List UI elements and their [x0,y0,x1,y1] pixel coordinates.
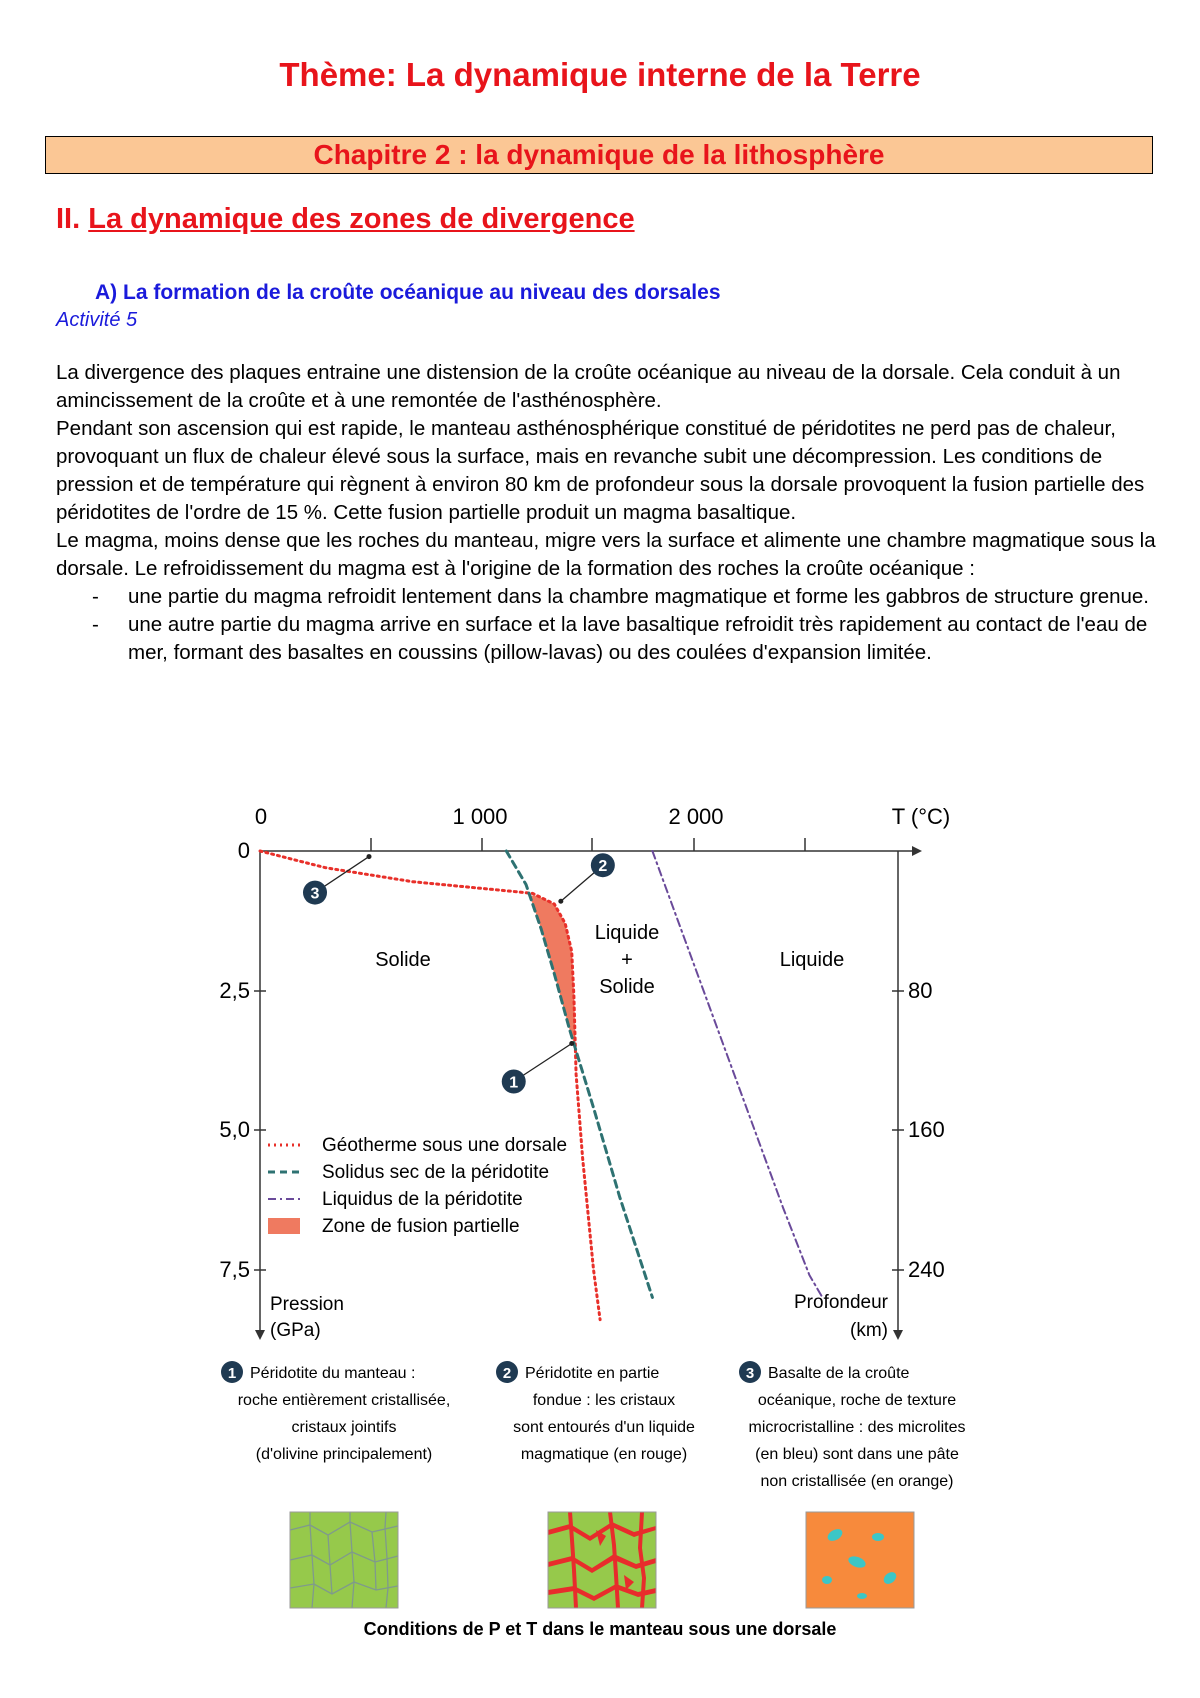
legend-label: Solidus sec de la péridotite [322,1162,550,1183]
y-tick-label: 0 [237,838,250,863]
bullet-dash: - [92,585,99,608]
sample-badge-label: 3 [745,1365,755,1382]
region-melt-label: + [621,949,633,971]
y-right-tick-label: 80 [908,978,933,1003]
paragraph: La divergence des plaques entraine une distension de la croûte océanique au niveau de la dorsale. Cela conduit à un amincissement de la croûte et à une remontée de l'asthénosphère. [56,361,1121,412]
x-ticks [371,838,805,851]
paragraph: Pendant son ascension qui est rapide, le manteau asthénosphérique constitué de péridotites ne perd pas de chaleur, provoquant un flux de chaleur élevé sous la surface, mais en revanche subit une décompression. Les conditions de pression et de température qui règnent à environ 80 km de profondeur sous la dorsale provoquent la fusion partielle des péridotites de l'ordre de 15 %. Cette fusion partielle produit un magma basaltique. [56,417,1145,524]
section-number: II. [56,203,81,235]
legend-swatch-zone [268,1218,300,1234]
marker-point [367,854,372,859]
section-title: La dynamique des zones de divergence [88,203,635,235]
sample-3-text: océanique, roche de texture [757,1392,957,1409]
figure-caption: Conditions de P et T dans le manteau sous une dorsale [363,1619,837,1639]
sample-3-text: (en bleu) sont dans une pâte [755,1446,959,1463]
y-right-tick-label: 160 [908,1117,945,1142]
sample-1-text: cristaux jointifs [291,1419,397,1436]
marker-label: 1 [509,1074,519,1092]
sample-3-text: Basalte de la croûte [768,1365,910,1382]
x-tick-label: 1 000 [452,804,508,829]
y-axis-label: Pression [270,1294,344,1315]
legend-label: Géotherme sous une dorsale [322,1135,568,1156]
sample-thumbnail-peridotite [290,1512,398,1608]
sample-badge-label: 1 [227,1365,237,1382]
list-item-text: une partie du magma refroidit lentement dans la chambre magmatique et forme les gabbros de structure grenue. [128,585,1149,608]
subsection-heading: A) La formation de la croûte océanique au niveau des dorsales [95,281,721,304]
paragraph: Le magma, moins dense que les roches du manteau, migre vers la surface et alimente une chambre magmatique sous la dorsale. Le refroidissement du magma est à l'origine de la formation des roches la croûte océanique : [56,529,1156,580]
sample-3-text: microcristalline : des microlites [748,1419,966,1436]
x-tick-label: 2 000 [668,804,724,829]
series-line-3 [652,851,822,1297]
region-melt-label: Liquide [594,922,660,944]
sample-3-text: non cristallisée (en orange) [760,1473,954,1490]
region-liquid-label: Liquide [779,949,845,971]
y-right-tick-label: 240 [908,1257,945,1282]
marker-point [558,899,563,904]
sample-descriptions [221,1361,965,1490]
x-tick-label: 0 [254,804,268,829]
y-right-axis-unit: (km) [850,1320,888,1341]
sample-1-text: Péridotite du manteau : [250,1365,416,1382]
sample-2-text: sont entourés d'un liquide [513,1419,695,1436]
sample-1-text: roche entièrement cristallisée, [237,1392,451,1409]
y-tick-label: 2,5 [219,978,250,1003]
region-solid-label: Solide [375,949,431,971]
sample-badge-label: 2 [502,1365,512,1382]
legend-label: Liquidus de la péridotite [322,1189,523,1210]
y-axis-unit: (GPa) [270,1320,321,1341]
bullet-dash: - [92,613,99,636]
theme-title: Thème: La dynamique interne de la Terre [279,56,921,93]
sample-thumbnail-partial-melt [548,1512,656,1608]
sample-1-text: (d'olivine principalement) [255,1446,433,1463]
y-tick-label: 5,0 [219,1117,250,1142]
sample-2-text: fondue : les cristaux [532,1392,676,1409]
list-item-text: une autre partie du magma arrive en surface et la lave basaltique refroidit très rapidement au contact de l'eau de mer, formant des basaltes en coussins (pillow-lavas) ou des coulées d'expansion limitée. [128,613,1148,664]
activity-label: Activité 5 [56,309,138,331]
legend [268,1135,567,1237]
y-right-axis-label: Profondeur [793,1292,888,1313]
region-melt-label: Solide [599,976,655,998]
y-tick-label: 7,5 [219,1257,250,1282]
series-line-2 [506,851,652,1297]
legend-label: Zone de fusion partielle [322,1216,520,1237]
x-axis-label: T (°C) [891,804,951,829]
marker-label: 2 [598,858,608,876]
marker-point [569,1041,574,1046]
sample-thumbnail-basalt [806,1512,914,1608]
chapter-banner: Chapitre 2 : la dynamique de la lithosphère [45,136,1153,174]
sample-2-text: Péridotite en partie [525,1365,660,1382]
marker-label: 3 [310,885,320,903]
sample-2-text: magmatique (en rouge) [520,1446,688,1463]
